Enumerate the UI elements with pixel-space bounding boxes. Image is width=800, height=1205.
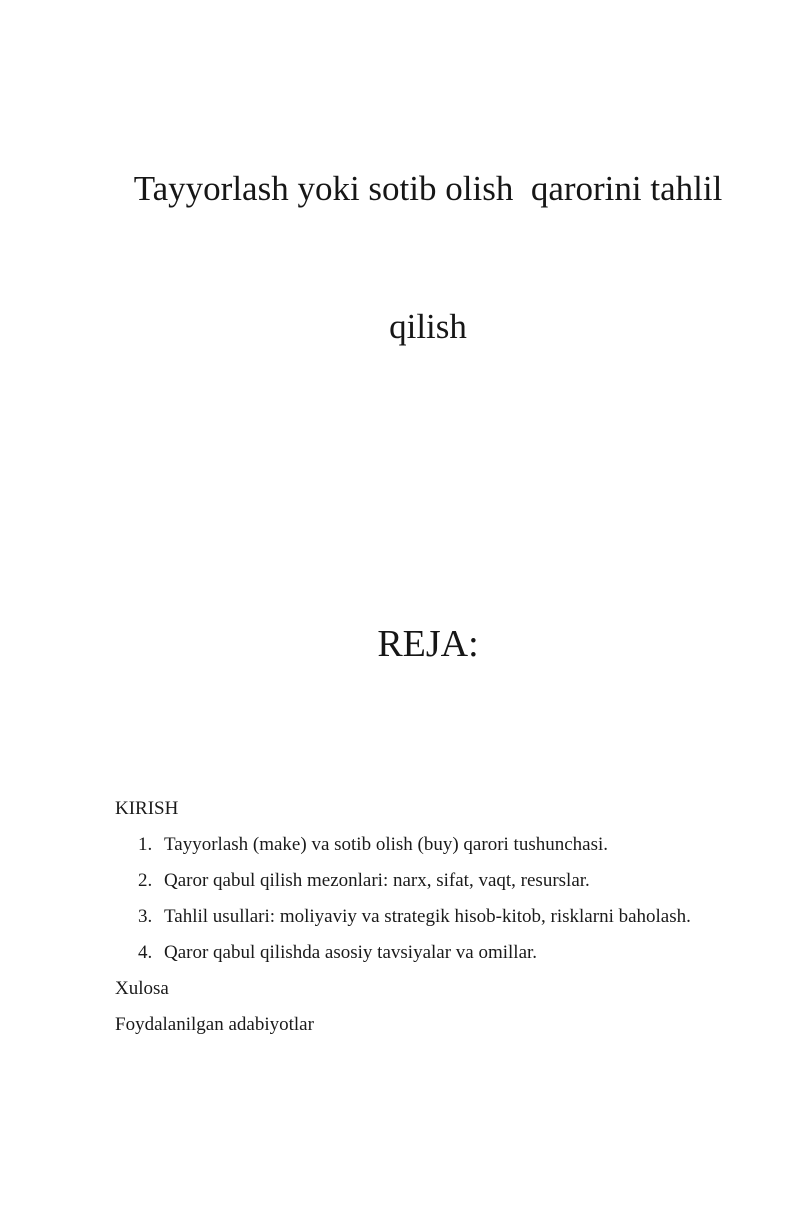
document-title	[115, 74, 741, 442]
outline-item-3	[115, 899, 741, 935]
document-page	[0, 74, 800, 1205]
document-title-line2: qilish	[389, 307, 467, 346]
outline-item-4-text: Qaror qabul qilishda asosiy tavsiyalar va omillar.	[164, 942, 538, 963]
outline-intro: KIRISH	[115, 798, 179, 819]
plan-heading: REJA:	[377, 623, 479, 665]
outline-conclusion: Xulosa	[115, 978, 169, 999]
outline-item-1-text: Tayyorlash (make) va sotib olish (buy) qarori tushunchasi.	[164, 834, 609, 855]
outline-item-1	[115, 827, 741, 863]
document-content	[115, 74, 741, 1043]
outline-item-2-number: 2.	[138, 870, 153, 891]
outline-item-3-number: 3.	[138, 906, 153, 927]
outline-item-3-text: Tahlil usullari: moliyaviy va strategik hisob-kitob, risklarni baholash.	[164, 906, 691, 927]
outline-item-4	[115, 935, 741, 971]
outline-item-2-text: Qaror qabul qilish mezonlari: narx, sifat, vaqt, resurslar.	[164, 870, 590, 891]
document-title-line1: Tayyorlash yoki sotib olish qarorini tahlil	[133, 169, 723, 208]
outline-references: Foydalanilgan adabiyotlar	[115, 1014, 314, 1035]
outline-item-1-number: 1.	[138, 834, 153, 855]
outline-item-4-number: 4.	[138, 942, 153, 963]
outline-item-2	[115, 863, 741, 899]
outline-section	[115, 791, 741, 1043]
